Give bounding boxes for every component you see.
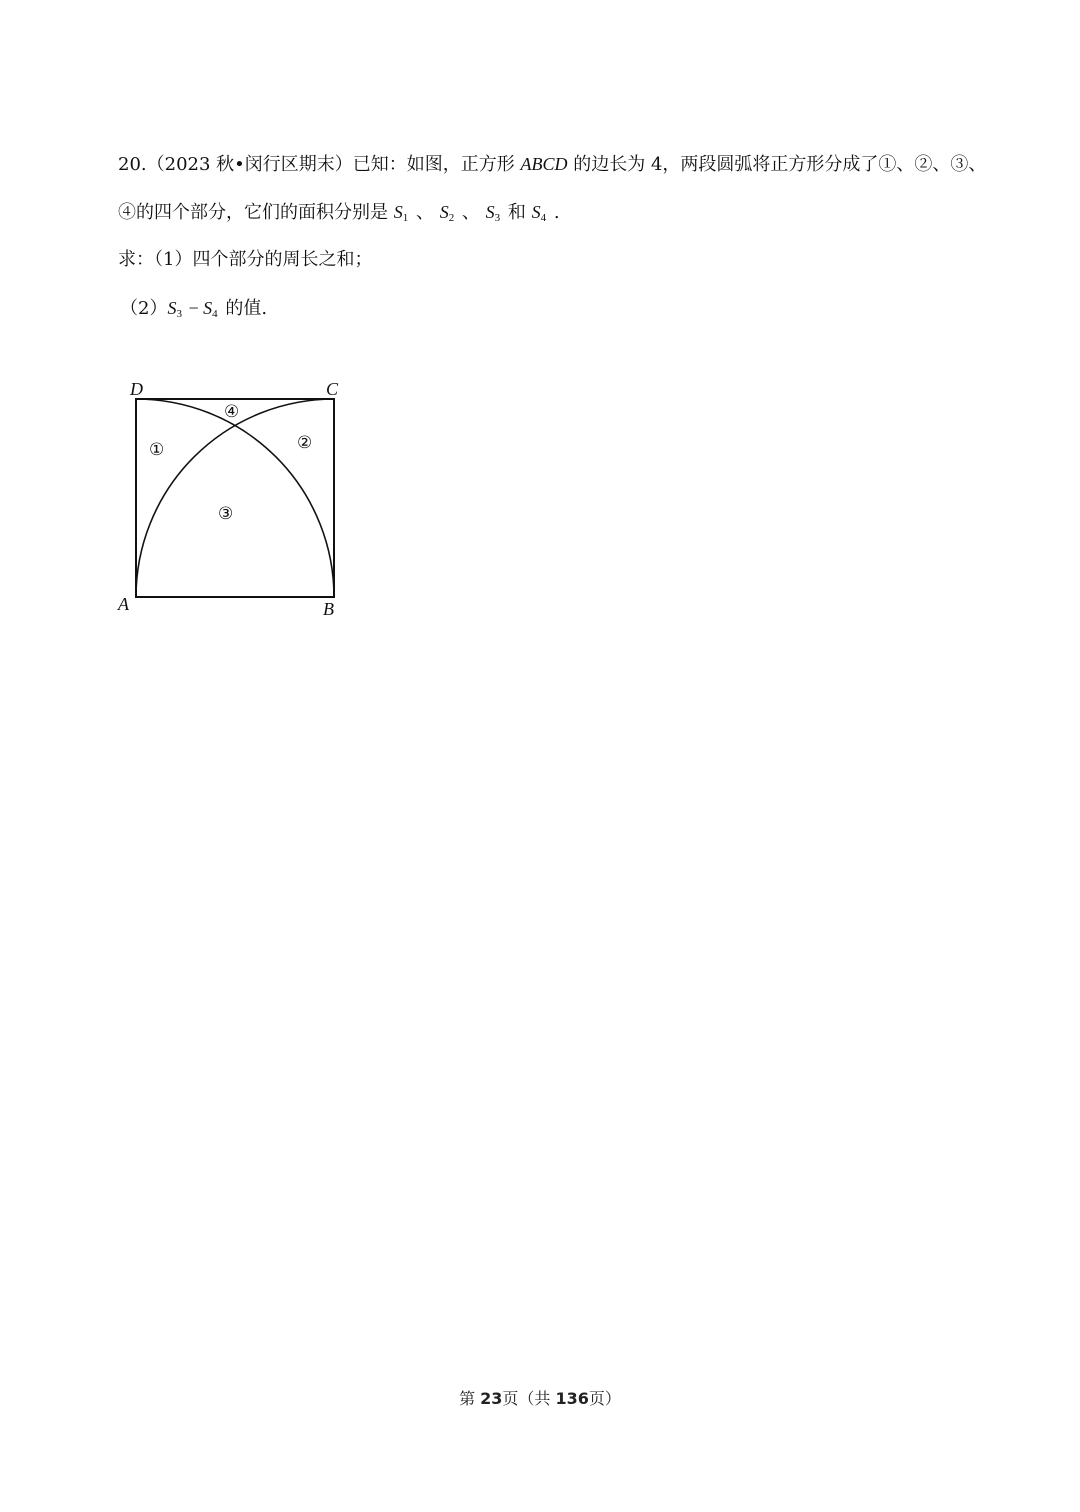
area-s1: $S_1$ xyxy=(393,202,409,224)
region-label-3: ③ xyxy=(218,504,234,524)
square-abcd xyxy=(136,399,334,597)
question-1: 求：（1）四个部分的周长之和； xyxy=(118,249,373,270)
area-s3-term: $S_3$ xyxy=(167,298,182,320)
area-s2: $S_2$ xyxy=(439,202,455,224)
current-page-number: 23 xyxy=(480,1389,503,1408)
period: . xyxy=(548,202,560,223)
question-2-number: （2） xyxy=(120,298,168,319)
footer-middle: 页（共 xyxy=(502,1389,556,1408)
minus-sign: − xyxy=(183,298,204,318)
square-name: ABCD xyxy=(520,154,568,174)
area-s4-term: $S_4$ xyxy=(203,298,218,320)
problem-source: （2023 秋•闵行区期末） xyxy=(146,154,353,175)
vertex-label-d: D xyxy=(130,379,143,399)
geometry-figure xyxy=(110,370,350,630)
region-label-1: ① xyxy=(149,440,165,460)
region-label-4: ④ xyxy=(224,402,240,422)
separator: 、 xyxy=(456,202,486,223)
total-page-count: 136 xyxy=(555,1389,589,1408)
problem-number: 20. xyxy=(118,154,147,175)
square-arcs-diagram xyxy=(110,370,350,630)
area-s4: $S_4$ xyxy=(531,202,547,224)
problem-line-1 xyxy=(118,152,986,177)
arc-centered-a xyxy=(136,399,334,597)
question-2 xyxy=(120,296,267,326)
page-footer xyxy=(0,1386,1080,1409)
problem-text: ④的四个部分，它们的面积分别是 xyxy=(118,202,394,223)
vertex-label-a: A xyxy=(118,594,129,614)
footer-suffix: 页） xyxy=(588,1389,621,1408)
area-s3: $S_3$ xyxy=(485,202,501,224)
problem-text: 的边长为 4，两段圆弧将正方形分成了①、②、③、 xyxy=(567,154,987,175)
problem-text: 已知：如图，正方形 xyxy=(352,154,521,175)
question-2-text: 的值. xyxy=(219,298,268,319)
vertex-label-c: C xyxy=(326,379,339,399)
problem-line-2 xyxy=(118,200,560,230)
vertex-label-b: B xyxy=(323,599,334,619)
footer-prefix: 第 xyxy=(459,1389,481,1408)
separator: 、 xyxy=(410,202,440,223)
arc-centered-b xyxy=(136,399,334,597)
conjunction: 和 xyxy=(502,202,532,223)
region-label-2: ② xyxy=(297,433,313,453)
